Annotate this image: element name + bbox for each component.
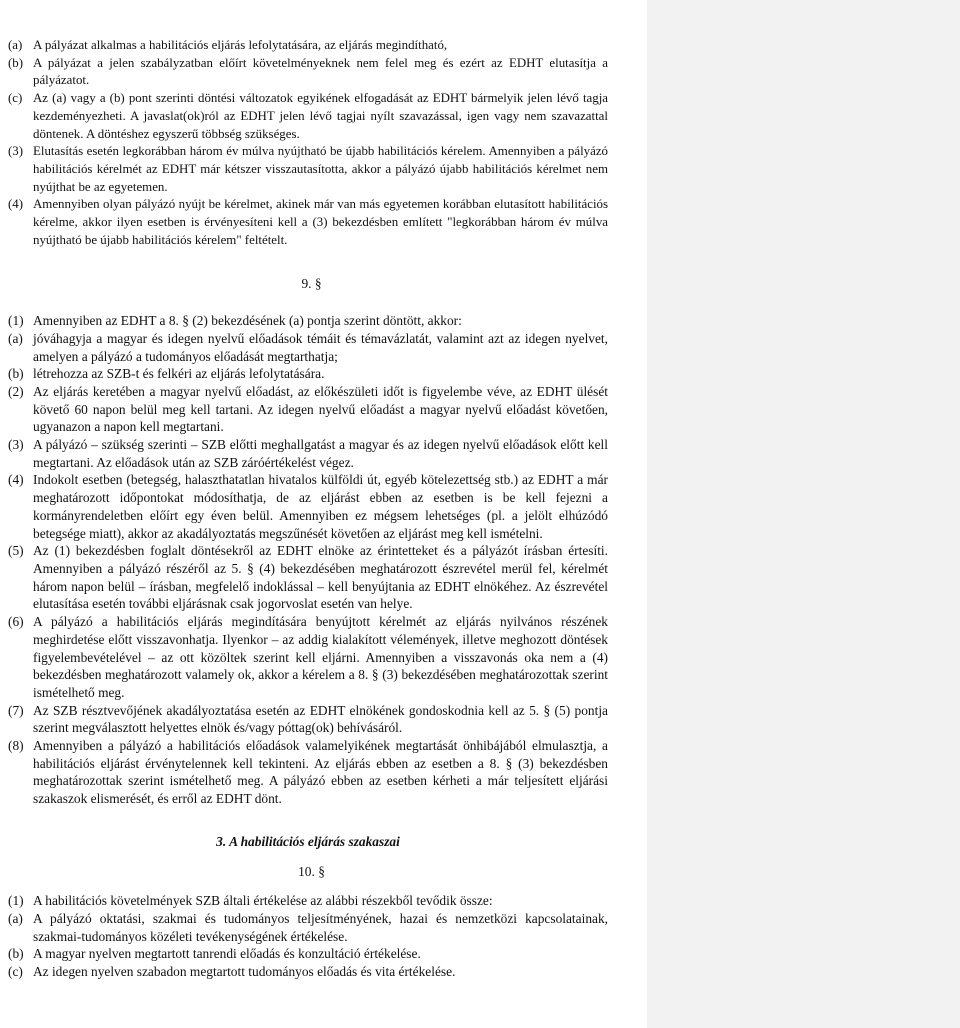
item-marker: (7) bbox=[8, 702, 24, 718]
list-item bbox=[8, 963, 608, 981]
item-text: A habilitációs követelmények SZB általi értékelése az alábbi részekből tevődik össze: bbox=[33, 893, 493, 909]
item-text: Az (a) vagy a (b) pont szerinti döntési változatok egyikének elfogadását az EDHT bármelyik jelen lévő tagja kezdeményezheti. A javaslat(ok)ról az EDHT jelen lévő tagjai nyílt szavazással, igen vagy nem szavazattal döntenek. A döntéshez egyszerű többség szükséges. bbox=[33, 91, 608, 141]
item-marker: (b) bbox=[8, 366, 24, 382]
item-text: jóváhagyja a magyar és idegen nyelvű előadások témáit és témavázlatát, valamint azt az idegen nyelvet, amelyen a pályázó a tudományos előadását megtarthatja; bbox=[33, 330, 608, 364]
item-marker: (5) bbox=[8, 543, 24, 559]
item-text: Az eljárás keretében a magyar nyelvű előadást, az előkészületi időt is figyelembe véve, az EDHT ülését követő 60 napon belül meg kell tartani. Az idegen nyelvű előadást a magyar nyelvű előadást követően, ugyanazon a napon kell megtartani. bbox=[33, 383, 608, 435]
item-marker: (3) bbox=[8, 144, 24, 159]
item-text: Elutasítás esetén legkorábban három év múlva nyújtható be újabb habilitációs kérelem. Amennyiben a pályázó habilitációs kérelmét az EDHT már kétszer visszautasította, akkor a pályázó újabb habilitációs kérelmet nem nyújthat be az egyetemen. bbox=[33, 144, 608, 194]
list-item bbox=[8, 90, 608, 143]
list-item bbox=[8, 330, 608, 365]
item-marker: (a) bbox=[8, 910, 23, 926]
item-marker: (c) bbox=[8, 91, 23, 106]
item-marker: (1) bbox=[8, 313, 24, 329]
section-number-9: 9. § bbox=[301, 276, 322, 292]
item-text: Indokolt esetben (betegség, halaszthatatlan hivatalos külföldi út, egyéb kötelezettség stb.) az EDHT a már meghatározott időpontokat módosíthatja, de az eljárást ebben az esetben is be kell fejezni a kormányrendeletben előírt egy éven belül. Amennyiben ez mégsem lehetséges (pl. a jelölt elhúzódó betegsége miatt), akkor az akadályoztatás megszűnését követően az eljárást meg kell ismételni. bbox=[33, 472, 608, 541]
paragraph-block-section-10 bbox=[8, 892, 608, 981]
item-marker: (b) bbox=[8, 946, 24, 962]
item-marker: (6) bbox=[8, 614, 24, 630]
list-item bbox=[8, 37, 608, 55]
item-marker: (3) bbox=[8, 437, 24, 453]
paragraph-block-decision bbox=[8, 37, 608, 249]
list-item bbox=[8, 383, 608, 436]
item-text: létrehozza az SZB-t és felkéri az eljárás lefolytatására. bbox=[33, 366, 325, 382]
item-marker: (a) bbox=[8, 330, 23, 346]
item-text: A magyar nyelven megtartott tanrendi előadás és konzultáció értékelése. bbox=[33, 946, 421, 962]
list-item bbox=[8, 471, 608, 542]
list-item bbox=[8, 892, 608, 910]
list-item bbox=[8, 55, 608, 90]
item-text: Az (1) bekezdésben foglalt döntésekről az EDHT elnöke az érintetteket és a pályázót írásban értesíti. Amennyiben a pályázó részéről az 5. § (4) bekezdésében meghatározott észrevétel merül fel, kérelmét három napon belül – írásban, megfelelő indoklással – kell benyújtania az EDHT elnökéhez. Az észrevétel elutasítása esetén további eljárásnak csak jogorvoslat esetén van helye. bbox=[33, 543, 608, 612]
list-item bbox=[8, 312, 608, 330]
item-text: A pályázat a jelen szabályzatban előírt követelményeknek nem felel meg és ezért az EDHT elutasítja a pályázatot. bbox=[33, 55, 608, 88]
item-text: A pályázat alkalmas a habilitációs eljárás lefolytatására, az eljárás megindítható, bbox=[33, 38, 448, 52]
item-marker: (b) bbox=[8, 55, 24, 70]
item-text: A pályázó a habilitációs eljárás megindítására benyújtott kérelmét az eljárás nyilvános részének meghirdetése előtt visszavonhatja. Ilyenkor – az addig kialakított vélemények, illetve meghozott döntések figyelembevételével – az ott közöltek szerint kell eljárni. Amennyiben a visszavonás oka nem a (4) bekezdésben meghatározott valamely ok, akkor a kérelem a 8. § (3) bekezdésében meghatározottak szerint ismételhető meg. bbox=[33, 614, 608, 700]
list-item bbox=[8, 542, 608, 613]
item-text: Az SZB résztvevőjének akadályoztatása esetén az EDHT elnökének gondoskodnia kell az 5. § (5) pontja szerint megválasztott helyettes elnök és/vagy póttag(ok) behívásáról. bbox=[33, 702, 608, 736]
item-text: Amennyiben olyan pályázó nyújt be kérelmet, akinek már van más egyetemen korábban elutasított habilitációs kérelme, akkor ilyen esetben is érvényesíteni kell a (3) bekezdésben említett "legkorábban három év múlva nyújtható be újabb habilitációs kérelem" feltételt. bbox=[33, 197, 608, 247]
section-number-10: 10. § bbox=[298, 863, 325, 879]
list-item bbox=[8, 143, 608, 196]
list-item bbox=[8, 436, 608, 471]
item-text: Amennyiben a pályázó a habilitációs előadások valamelyikének megtartását önhibájából elmulasztja, a habilitációs eljárást érvénytelennek kell tekinteni. Az eljárás ebben az esetben a 8. § (3) bekezdésben meghatározottak szerint ismételhető meg. A pályázó ebben az esetben kérheti a már teljesített eljárási szakaszok elismerését, és erről az EDHT dönt. bbox=[33, 738, 608, 807]
item-marker: (4) bbox=[8, 197, 24, 212]
paragraph-block-section-9 bbox=[8, 312, 608, 808]
item-text: Az idegen nyelven szabadon megtartott tudományos előadás és vita értékelése. bbox=[33, 964, 456, 980]
chapter-heading: 3. A habilitációs eljárás szakaszai bbox=[216, 833, 400, 849]
list-item bbox=[8, 945, 608, 963]
list-item bbox=[8, 702, 608, 737]
list-item bbox=[8, 613, 608, 702]
list-item bbox=[8, 737, 608, 808]
item-marker: (2) bbox=[8, 383, 24, 399]
item-marker: (a) bbox=[8, 38, 23, 52]
list-item bbox=[8, 196, 608, 249]
list-item bbox=[8, 910, 608, 945]
item-text: A pályázó – szükség szerinti – SZB előtti meghallgatást a magyar és az idegen nyelvű előadások előtt kell megtartani. Az előadások után az SZB záróértékelést végez. bbox=[33, 437, 608, 470]
list-item bbox=[8, 365, 608, 383]
item-marker: (8) bbox=[8, 738, 24, 754]
item-text: Amennyiben az EDHT a 8. § (2) bekezdésének (a) pontja szerint döntött, akkor: bbox=[33, 313, 462, 329]
item-marker: (c) bbox=[8, 964, 23, 980]
item-marker: (1) bbox=[8, 893, 24, 909]
item-marker: (4) bbox=[8, 472, 24, 488]
item-text: A pályázó oktatási, szakmai és tudományos teljesítményének, hazai és nemzetközi kapcsolatainak, szakmai-tudományos közéleti tevékenységének értékelése. bbox=[33, 910, 608, 944]
comment-margin-panel bbox=[647, 0, 960, 1028]
document-page bbox=[8, 37, 608, 981]
